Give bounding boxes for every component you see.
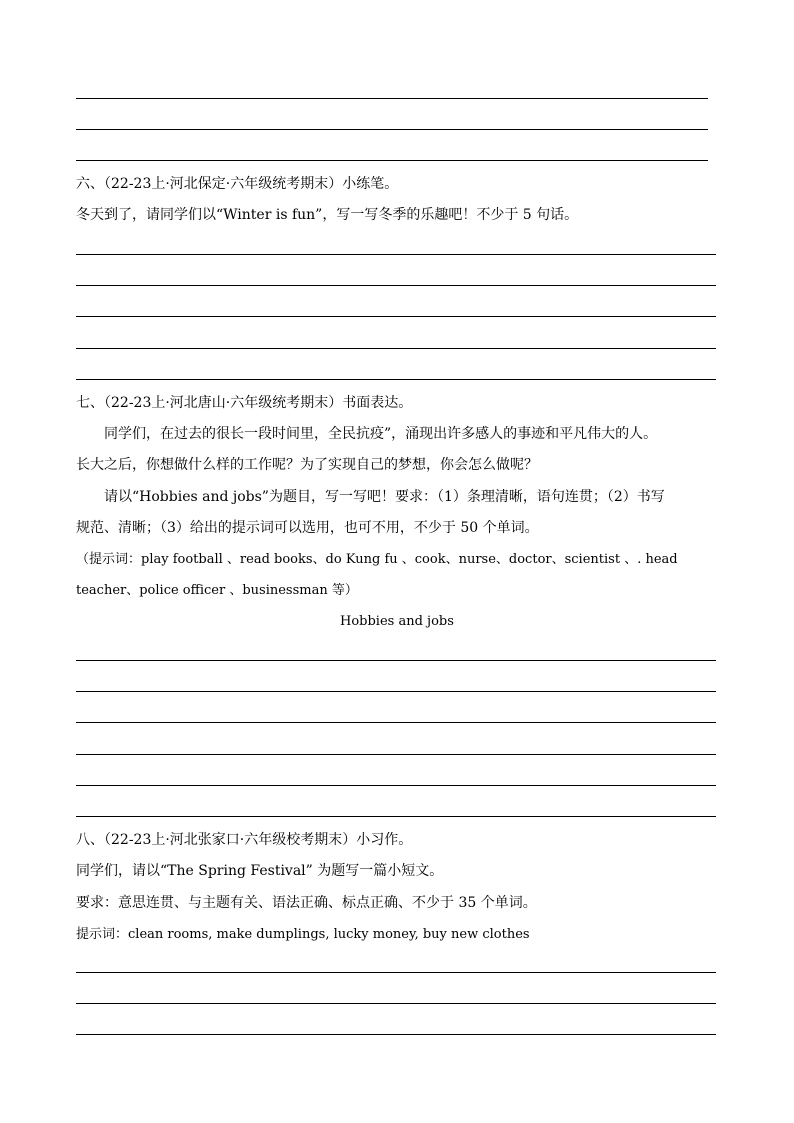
writing-line [76,129,708,130]
writing-line [76,816,716,817]
section-7-instructions: 规范、清晰；（3）给出的提示词可以选用，也可不用，不少于 50 个单词。 [76,520,539,536]
section-8-heading: 八、（22-23上·河北张家口·六年级校考期末）小习作。 [76,832,413,848]
essay-title: Hobbies and jobs [340,614,454,629]
writing-line [76,254,716,255]
writing-line [76,754,716,755]
section-8-prompt: 同学们，请以“The Spring Festival” 为题写一篇小短文。 [76,863,444,879]
writing-line [76,1034,716,1035]
writing-line [76,1003,716,1004]
writing-line [76,972,716,973]
writing-line [76,160,708,161]
writing-line [76,348,716,349]
writing-line [76,379,716,380]
section-7-paragraph: 同学们，在过去的很长一段时间里，全民抗疫”，涌现出许多感人的事迹和平凡伟大的人。 [104,426,658,442]
writing-line [76,285,716,286]
section-8-requirements: 要求：意思连贯、与主题有关、语法正确、标点正确、不少于 35 个单词。 [76,895,537,911]
section-7-instructions: 请以“Hobbies and jobs”为题目，写一写吧！要求：（1）条理清晰，语句连贯；（2）书写 [104,489,665,505]
writing-line [76,785,716,786]
writing-line [76,691,716,692]
section-7-hint-words: （提示词：play football 、read books、do Kung fu 、cook、nurse、doctor、scientist 、. head [76,552,678,567]
section-6-prompt: 冬天到了，请同学们以“Winter is fun”，写一写冬季的乐趣吧！不少于 5 句话。 [76,207,579,223]
section-6-heading: 六、（22-23上·河北保定·六年级统考期末）小练笔。 [76,176,399,192]
section-7-heading: 七、（22-23上·河北唐山·六年级统考期末）书面表达。 [76,395,413,411]
writing-line [76,316,716,317]
writing-line [76,98,708,99]
section-7-paragraph: 长大之后，你想做什么样的工作呢？为了实现自己的梦想，你会怎么做呢？ [76,457,538,473]
writing-line [76,722,716,723]
writing-line [76,660,716,661]
section-7-hint-words: teacher、police officer 、businessman 等） [76,583,358,598]
section-8-hint-words: 提示词：clean rooms, make dumplings, lucky money, buy new clothes [76,927,530,942]
